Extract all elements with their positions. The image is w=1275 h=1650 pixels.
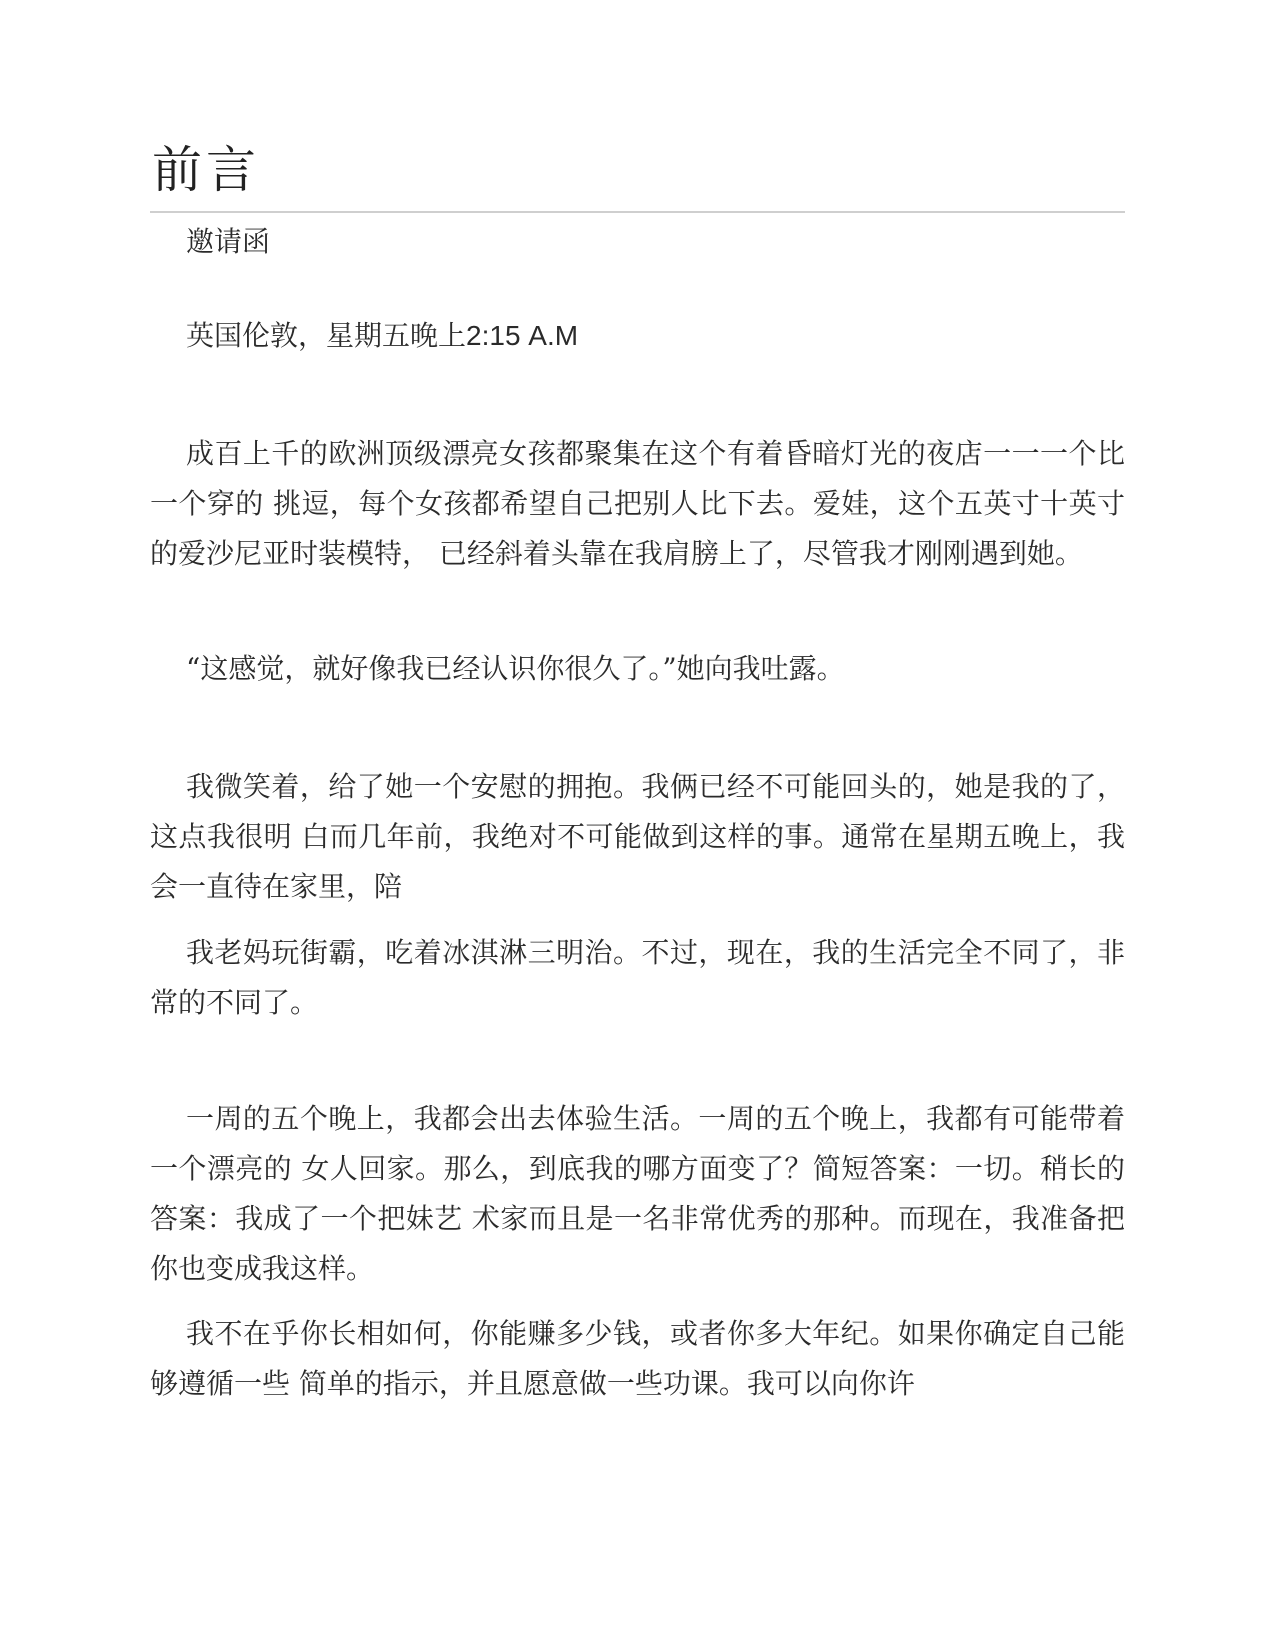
- paragraph-invitation: 邀请函: [186, 225, 271, 258]
- location-text: 英国伦敦，星期五晚上: [186, 319, 467, 352]
- paragraph-five-nights: 一周的五个晚上，我都会出去体验生活。一周的五个晚上，我都有可能带着一个漂亮的 女人回家。那么，到底我的哪方面变了？简短答案：一切。稍长的答案：我成了一个把妹艺 术家而且是一名非常优秀的那种。而现在，我准备把你也变成我这样。: [150, 1102, 1125, 1285]
- document-page: [150, 0, 1125, 1650]
- paragraph-promise: 我不在乎你长相如何，你能赚多少钱，或者你多大年纪。如果你确定自己能够遵循一些 简单的指示，并且愿意做一些功课。我可以向你许: [150, 1317, 1125, 1400]
- page-title: 前言: [152, 141, 260, 199]
- paragraph-past-life: 我老妈玩街霸，吃着冰淇淋三明治。不过，现在，我的生活完全不同了，非常的不同了。: [150, 936, 1125, 1019]
- time-text: 2:15 A.M: [466, 320, 579, 351]
- paragraph-quote: “这感觉，就好像我已经认识你很久了。”她向我吐露。: [186, 652, 845, 685]
- title-divider: [150, 211, 1125, 213]
- paragraph-nightclub: 成百上千的欧洲顶级漂亮女孩都聚集在这个有着昏暗灯光的夜店一一一个比一个穿的 挑逗，每个女孩都希望自己把别人比下去。爱娃，这个五英寸十英寸的爱沙尼亚时装模特， 已经斜着头靠在我肩膀上了，尽管我才刚刚遇到她。: [150, 437, 1125, 570]
- paragraph-embrace: 我微笑着，给了她一个安慰的拥抱。我俩已经不可能回头的，她是我的了，这点我很明 白而几年前，我绝对不可能做到这样的事。通常在星期五晚上，我会一直待在家里，陪: [150, 770, 1125, 903]
- paragraph-location-time: [150, 311, 1125, 361]
